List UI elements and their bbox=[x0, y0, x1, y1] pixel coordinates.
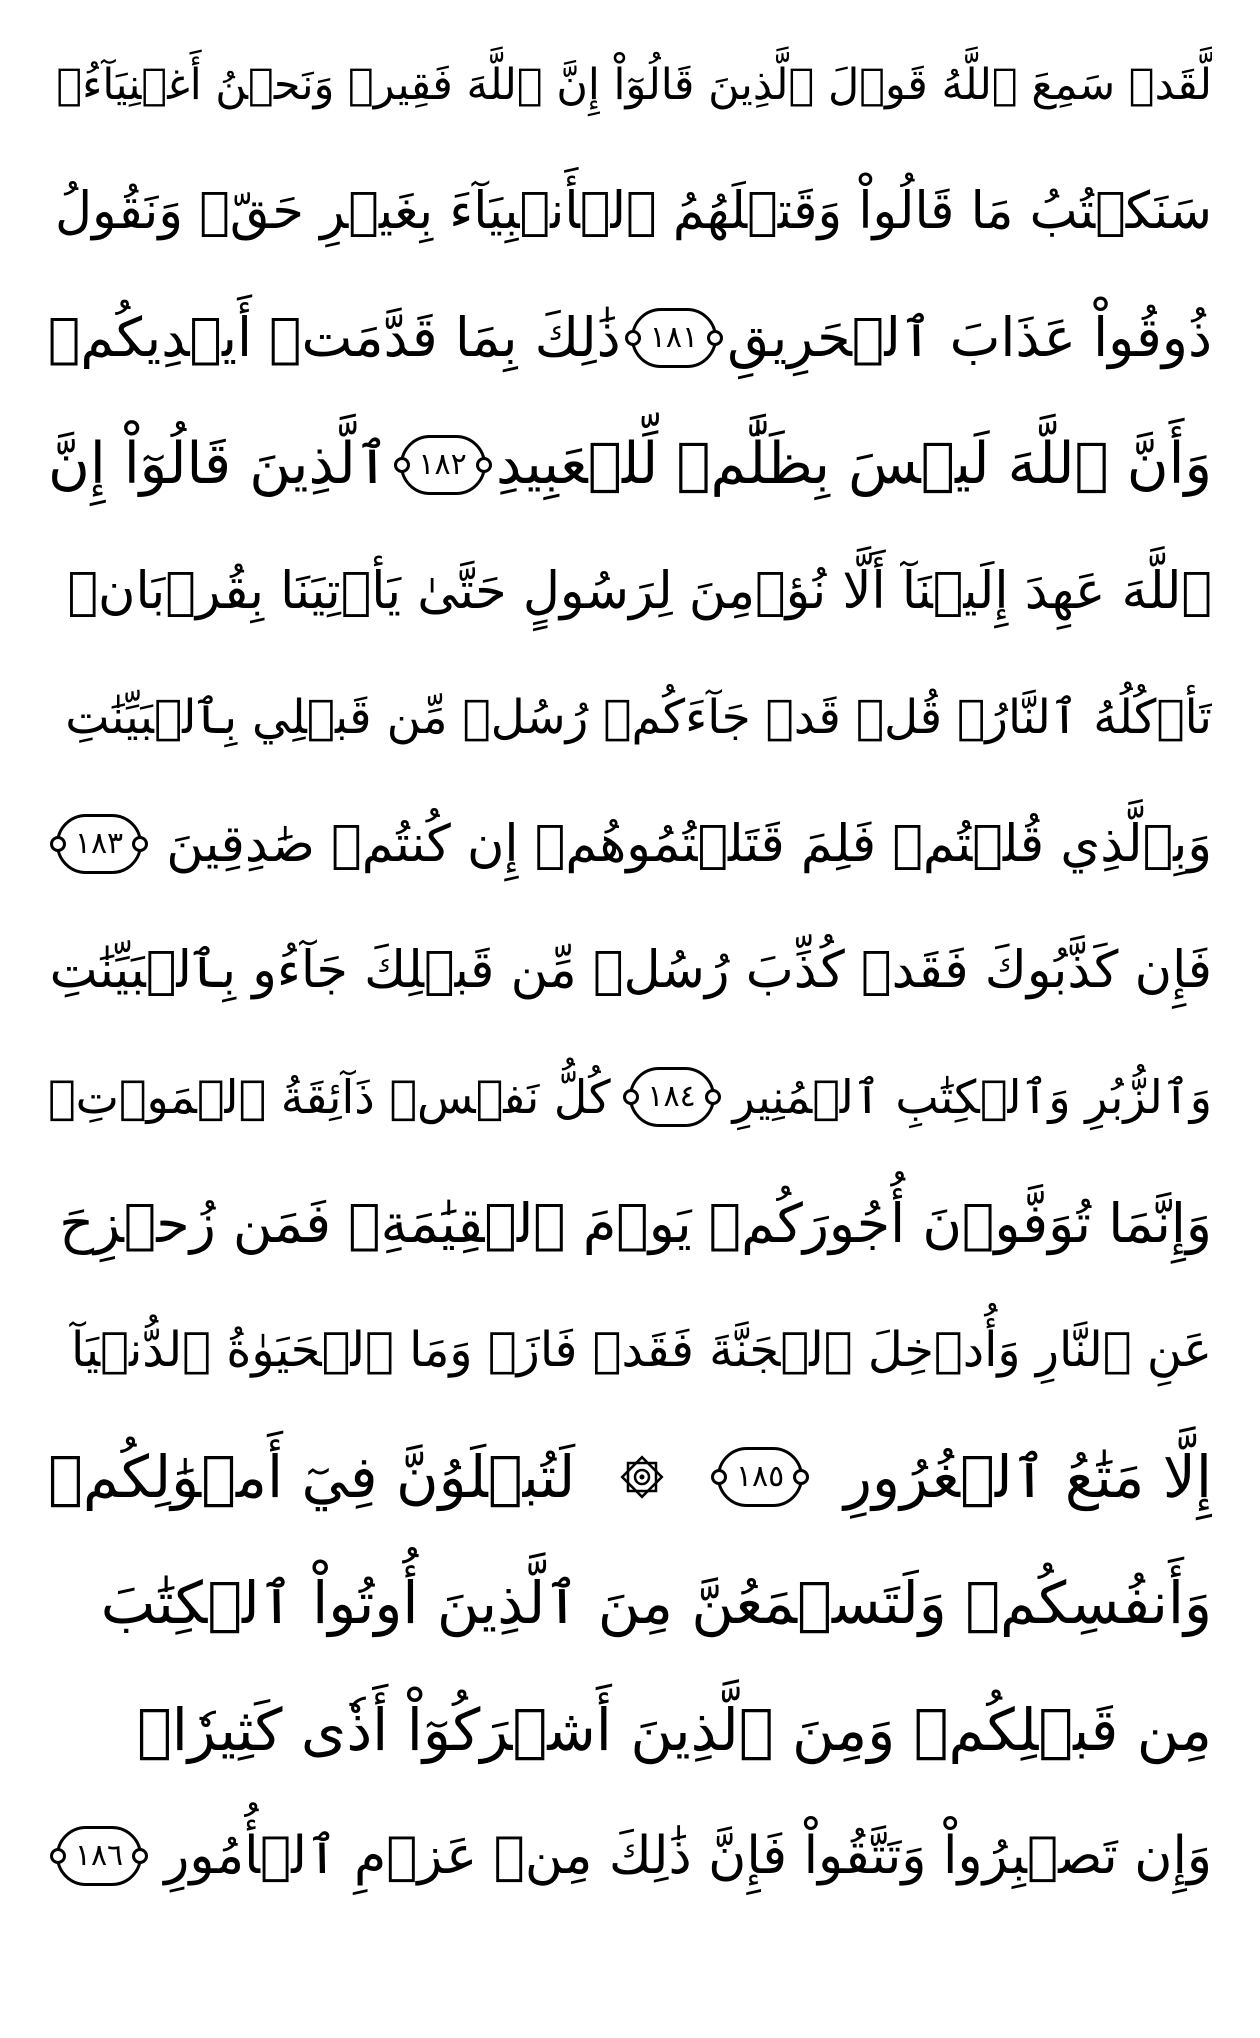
rub-el-hizb-icon bbox=[616, 1451, 668, 1503]
text-line bbox=[48, 149, 1212, 276]
verse-text: وَإِن تَصۡبِرُواْ وَتَتَّقُواْ فَإِنَّ ذَٰلِكَ مِنۡ عَزۡمِ ٱلۡأُمُورِ bbox=[164, 1826, 1212, 1887]
mushaf-page bbox=[48, 0, 1212, 2038]
verse-text: سَنَكۡتُبُ مَا قَالُواْ وَقَتۡلَهُمُ ٱلۡأَنۢبِيَآءَ بِغَيۡرِ حَقّٖ وَنَقُولُ bbox=[54, 182, 1212, 242]
ayah-number: ١٨٣ bbox=[74, 826, 124, 862]
text-line bbox=[48, 1161, 1212, 1288]
text-line bbox=[48, 908, 1212, 1035]
verse-text: ٱللَّهَ عَهِدَ إِلَيۡنَآ أَلَّا نُؤۡمِنَ لِرَسُولٍ حَتَّىٰ يَأۡتِيَنَا بِقُرۡبَانٖ bbox=[67, 561, 1212, 621]
text-line bbox=[48, 781, 1212, 908]
verse-text: ٱلَّذِينَ قَالُوٓاْ إِنَّ bbox=[48, 431, 390, 498]
text-line bbox=[48, 1667, 1212, 1794]
text-line bbox=[48, 655, 1212, 782]
text-line bbox=[48, 1034, 1212, 1161]
verse-text: وَبِٱلَّذِي قُلۡتُمۡ فَلِمَ قَتَلۡتُمُوهُمۡ إِن كُنتُمۡ صَٰدِقِينَ bbox=[166, 814, 1212, 874]
verse-text: وَأَنفُسِكُمۡ وَلَتَسۡمَعُنَّ مِنَ ٱلَّذِينَ أُوتُواْ ٱلۡكِتَٰبَ bbox=[100, 1569, 1212, 1638]
verse-text: ذُوقُواْ عَذَابَ ٱلۡحَرِيقِ bbox=[727, 306, 1212, 370]
verse-text: ذَٰلِكَ بِمَا قَدَّمَتۡ أَيۡدِيكُمۡ bbox=[48, 306, 621, 370]
text-line bbox=[48, 1287, 1212, 1414]
verse-text: فَإِن كَذَّبُوكَ فَقَدۡ كُذِّبَ رُسُلٞ مِّن قَبۡلِكَ جَآءُو بِٱلۡبَيِّنَٰتِ bbox=[49, 941, 1212, 1001]
ayah-number-marker bbox=[56, 1826, 142, 1886]
text-line bbox=[48, 22, 1212, 149]
ayah-number: ١٨٥ bbox=[735, 1458, 785, 1494]
text-line bbox=[48, 402, 1212, 529]
ayah-number: ١٨١ bbox=[649, 320, 699, 356]
ayah-number: ١٨٢ bbox=[418, 446, 467, 482]
ayah-number: ١٨٤ bbox=[647, 1079, 696, 1115]
text-line bbox=[48, 1540, 1212, 1667]
ayah-number-marker bbox=[631, 308, 717, 368]
verse-text: إِلَّا مَتَٰعُ ٱلۡغُرُورِ bbox=[844, 1442, 1212, 1511]
verse-text: وَأَنَّ ٱللَّهَ لَيۡسَ بِظَلَّٰمٖ لِّلۡعَبِيدِ bbox=[495, 431, 1212, 498]
text-line bbox=[48, 1793, 1212, 1920]
verse-text: تَأۡكُلُهُ ٱلنَّارُۗ قُلۡ قَدۡ جَآءَكُمۡ رُسُلٞ مِّن قَبۡلِي بِٱلۡبَيِّنَٰتِ bbox=[65, 690, 1212, 746]
ayah-number-marker bbox=[56, 814, 142, 874]
text-line bbox=[48, 275, 1212, 402]
verse-text: عَنِ ٱلنَّارِ وَأُدۡخِلَ ٱلۡجَنَّةَ فَقَدۡ فَازَۗ وَمَا ٱلۡحَيَوٰةُ ٱلدُّنۡيَآ bbox=[71, 1322, 1212, 1379]
verse-text: مِن قَبۡلِكُمۡ وَمِنَ ٱلَّذِينَ أَشۡرَكُوٓاْ أَذٗى كَثِيرٗاۚ bbox=[136, 1695, 1212, 1764]
ayah-number-marker bbox=[629, 1067, 715, 1127]
text-line bbox=[48, 528, 1212, 655]
verse-text: وَإِنَّمَا تُوَفَّوۡنَ أُجُورَكُمۡ يَوۡمَ ٱلۡقِيَٰمَةِۖ فَمَن زُحۡزِحَ bbox=[59, 1191, 1212, 1255]
ayah-number-marker bbox=[717, 1447, 803, 1507]
ayah-number-marker bbox=[400, 435, 486, 495]
verse-text: كُلُّ نَفۡسٖ ذَآئِقَةُ ٱلۡمَوۡتِۗ bbox=[48, 1070, 611, 1125]
verse-text: لَتُبۡلَوُنَّ فِيٓ أَمۡوَٰلِكُمۡ bbox=[48, 1442, 576, 1511]
ayah-number: ١٨٦ bbox=[74, 1838, 124, 1874]
text-line bbox=[48, 1414, 1212, 1541]
verse-text: وَٱلزُّبُرِ وَٱلۡكِتَٰبِ ٱلۡمُنِيرِ bbox=[732, 1070, 1212, 1125]
verse-text: لَّقَدۡ سَمِعَ ٱللَّهُ قَوۡلَ ٱلَّذِينَ قَالُوٓاْ إِنَّ ٱللَّهَ فَقِيرٞ وَنَحۡنُ أَغۡنِيَآءُۘ bbox=[56, 59, 1212, 110]
